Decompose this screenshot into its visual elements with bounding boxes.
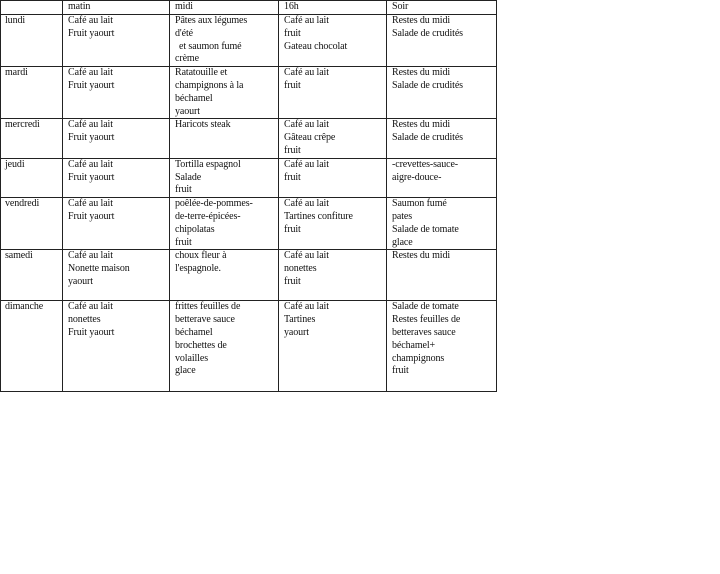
table-row: [1, 119, 497, 158]
meal-line: champignons à la: [175, 79, 244, 91]
meal-line: crème: [175, 53, 199, 65]
matin-cell: [63, 15, 170, 67]
meal-line: Salade de crudités: [392, 79, 463, 91]
table-row: [1, 250, 497, 301]
header-gouter-cell: 16h: [279, 1, 387, 15]
meal-line: Salade de crudités: [392, 27, 463, 39]
meal-line: fruit: [284, 79, 301, 91]
meal-line: glace: [175, 365, 196, 377]
soir-cell: [387, 119, 497, 158]
soir-cell: [387, 198, 497, 250]
meal-line: champignons: [392, 352, 445, 364]
header-day-cell: [1, 1, 63, 15]
meal-line: aigre-douce-: [392, 171, 442, 183]
meal-line: Restes du midi: [392, 119, 451, 131]
meal-line: nonettes: [68, 314, 101, 326]
day-cell: dimanche: [1, 301, 63, 392]
meal-line: fruit: [175, 184, 192, 196]
day-cell: samedi: [1, 250, 63, 301]
meal-line: choux fleur à: [175, 250, 227, 262]
meal-line: fruit: [284, 275, 301, 287]
meal-line: Café au lait: [284, 67, 329, 79]
meal-line: Fruit yaourt: [68, 210, 115, 222]
gouter-cell: [279, 15, 387, 67]
matin-cell: [63, 67, 170, 119]
meal-line: Gateau chocolat: [284, 40, 348, 52]
meal-line: Café au lait: [68, 250, 113, 262]
header-matin-cell: matin: [63, 1, 170, 15]
meal-line: Fruit yaourt: [68, 27, 115, 39]
meal-line: Saumon fumé: [392, 198, 447, 210]
meal-line: Pâtes aux légumes: [175, 15, 248, 26]
midi-cell: [170, 250, 279, 301]
header-soir-cell: Soir: [387, 1, 497, 15]
meal-line: Nonette maison: [68, 263, 130, 275]
table-row: [1, 301, 497, 392]
meal-line: volailles: [175, 352, 208, 364]
meal-line: pates: [392, 210, 413, 222]
meal-line: Café au lait: [68, 15, 113, 26]
meal-line: -crevettes-sauce-: [392, 158, 459, 170]
meal-line: et saumon fumé: [179, 40, 242, 52]
midi-cell: [170, 301, 279, 392]
soir-cell: [387, 15, 497, 67]
meal-line: béchamel: [175, 326, 213, 338]
meal-line: Salade de tomate: [392, 301, 459, 313]
meal-line: Tortilla espagnol: [175, 158, 241, 170]
meal-line: Café au lait: [68, 67, 113, 79]
meal-line: betterave sauce: [175, 314, 235, 326]
meal-line: fruit: [284, 171, 301, 183]
meal-line: fruit: [392, 365, 409, 377]
midi-cell: [170, 198, 279, 250]
meal-line: betteraves sauce: [392, 326, 456, 338]
matin-cell: [63, 250, 170, 301]
meal-line: Restes feuilles de: [392, 314, 461, 326]
table-row: [1, 198, 497, 250]
day-cell: mardi: [1, 67, 63, 119]
meal-line: Café au lait: [284, 15, 329, 26]
meal-line: glace: [392, 236, 413, 248]
midi-cell: [170, 15, 279, 67]
gouter-cell: [279, 250, 387, 301]
header-midi-cell: midi: [170, 1, 279, 15]
table-row: [1, 67, 497, 119]
matin-cell: [63, 301, 170, 392]
gouter-cell: [279, 198, 387, 250]
midi-cell: [170, 67, 279, 119]
day-cell: mercredi: [1, 119, 63, 158]
meal-line: Ratatouille et: [175, 67, 228, 79]
meal-line: Café au lait: [284, 301, 329, 313]
table-row: [1, 15, 497, 67]
meal-line: Tartines: [284, 314, 316, 326]
meal-line: fruit: [284, 27, 301, 39]
matin-cell: [63, 198, 170, 250]
day-cell: lundi: [1, 15, 63, 67]
gouter-cell: [279, 119, 387, 158]
meal-line: Gâteau crêpe: [284, 132, 336, 144]
meal-line: Haricots steak: [175, 119, 231, 131]
table-row: [1, 158, 497, 197]
meal-line: Salade de tomate: [392, 223, 459, 235]
meal-line: Salade: [175, 171, 202, 183]
meal-line: fruit: [284, 223, 301, 235]
soir-cell: [387, 301, 497, 392]
matin-cell: [63, 119, 170, 158]
meal-line: béchamel+: [392, 339, 436, 351]
matin-cell: [63, 158, 170, 197]
gouter-cell: [279, 301, 387, 392]
soir-cell: [387, 250, 497, 301]
meal-line: Restes du midi: [392, 250, 451, 262]
meal-line: Café au lait: [68, 119, 113, 131]
header-row: [1, 1, 497, 15]
day-cell: jeudi: [1, 158, 63, 197]
meal-line: Café au lait: [284, 158, 329, 170]
weekly-menu-table: [0, 0, 497, 392]
meal-line: Café au lait: [68, 301, 113, 313]
meal-line: d'été: [175, 27, 193, 39]
meal-line: Café au lait: [68, 158, 113, 170]
meal-line: béchamel: [175, 92, 213, 104]
meal-line: Restes du midi: [392, 67, 451, 79]
midi-cell: [170, 158, 279, 197]
meal-line: fruit: [284, 144, 301, 156]
meal-line: Café au lait: [68, 198, 113, 210]
meal-line: Tartines confiture: [284, 210, 353, 222]
meal-line: Fruit yaourt: [68, 171, 115, 183]
gouter-cell: [279, 67, 387, 119]
meal-line: yaourt: [68, 275, 93, 287]
meal-line: Fruit yaourt: [68, 79, 115, 91]
meal-line: brochettes de: [175, 339, 227, 351]
meal-line: Café au lait: [284, 119, 329, 131]
meal-line: frittes feuilles de: [175, 301, 241, 313]
meal-line: Salade de crudités: [392, 132, 463, 144]
meal-line: poêlée-de-pommes-: [175, 198, 253, 210]
meal-line: de-terre-épicées-: [175, 210, 241, 222]
soir-cell: [387, 158, 497, 197]
meal-line: yaourt: [284, 326, 309, 338]
midi-cell: [170, 119, 279, 158]
day-cell: vendredi: [1, 198, 63, 250]
meal-line: Fruit yaourt: [68, 132, 115, 144]
meal-line: yaourt: [175, 105, 200, 117]
meal-line: l'espagnole.: [175, 263, 221, 275]
meal-line: Restes du midi: [392, 15, 451, 26]
meal-line: fruit: [175, 236, 192, 248]
gouter-cell: [279, 158, 387, 197]
meal-line: Café au lait: [284, 250, 329, 262]
meal-line: chipolatas: [175, 223, 215, 235]
soir-cell: [387, 67, 497, 119]
meal-line: Fruit yaourt: [68, 326, 115, 338]
meal-line: nonettes: [284, 263, 317, 275]
meal-line: Café au lait: [284, 198, 329, 210]
